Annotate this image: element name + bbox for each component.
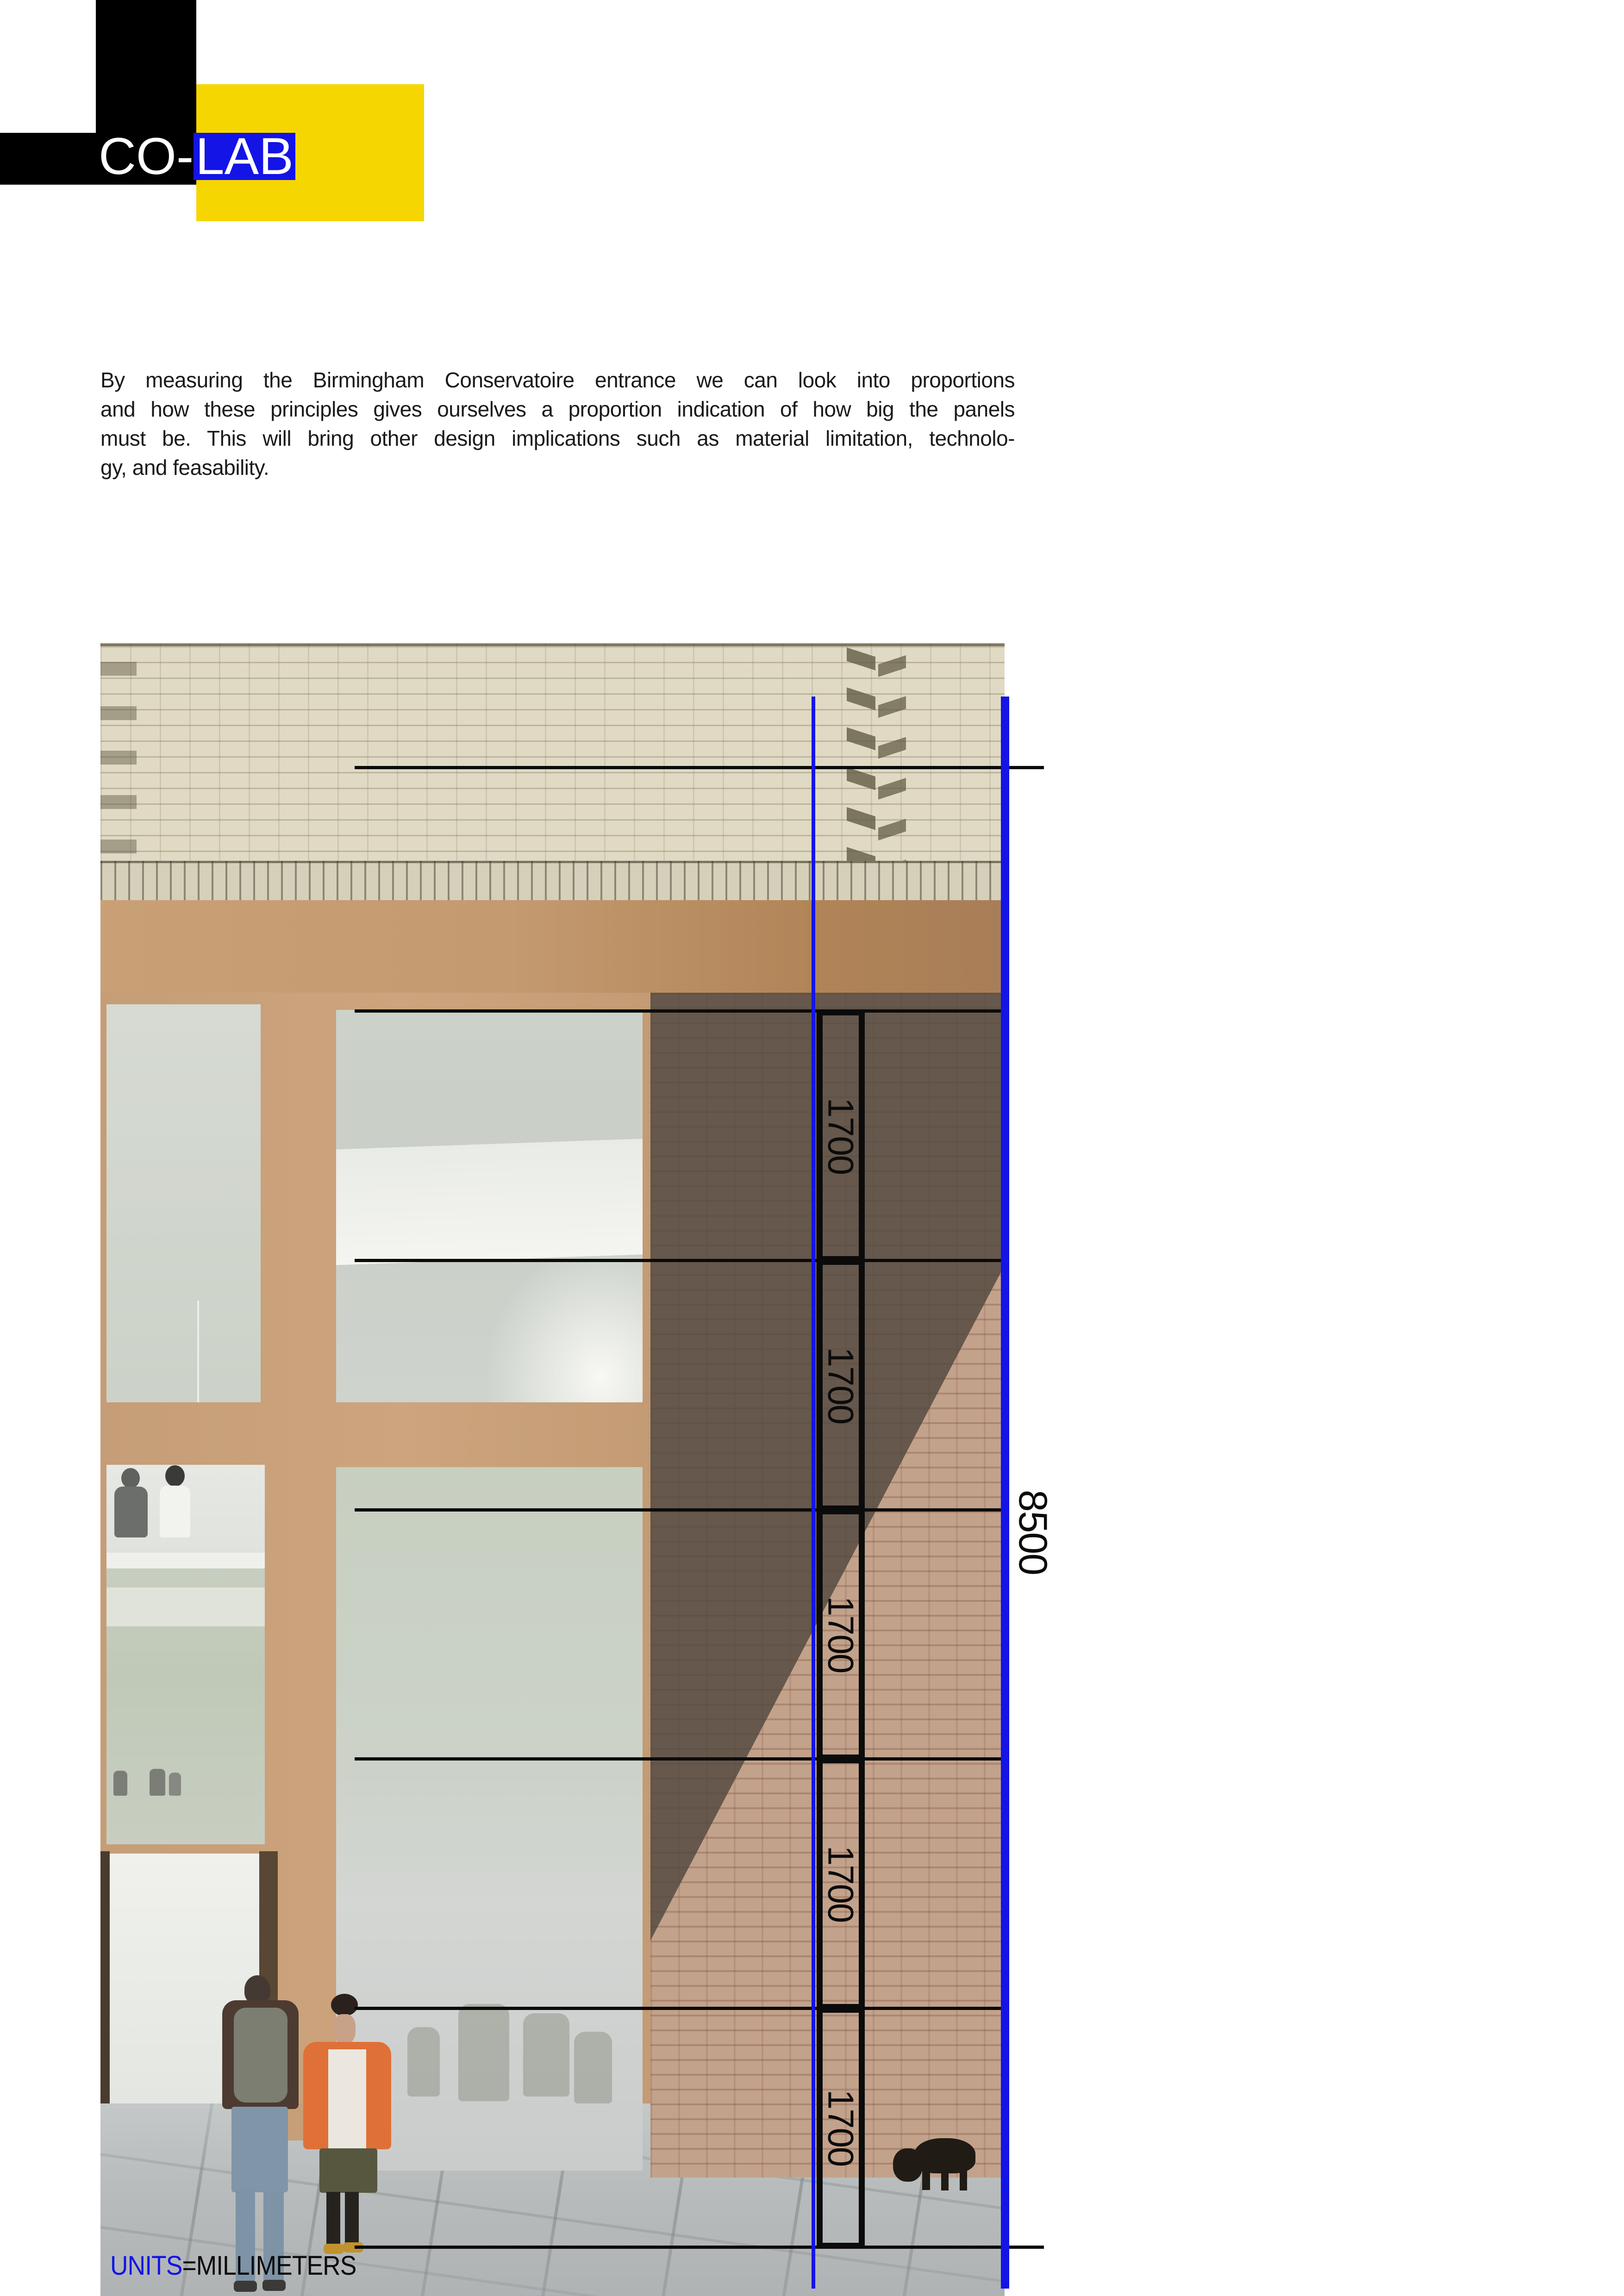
dog (960, 2170, 967, 2190)
balcony-person (160, 1486, 190, 1537)
pedestrian-woman (333, 2014, 356, 2044)
dimension-tick-line (355, 766, 1044, 769)
total-dim-label: 8500 (1011, 1489, 1056, 1574)
logo-black-bar-horizontal (0, 133, 96, 185)
glass-reflection (475, 1232, 643, 1402)
dimension-tick-line (355, 1009, 1009, 1013)
panel-dim-label: 1700 (820, 1845, 862, 1922)
panel-dim-label: 1700 (820, 1347, 862, 1424)
balcony-floor-edge (106, 1553, 265, 1568)
dimension-tick-line (355, 2246, 1044, 2249)
logo-lab: LAB (194, 133, 295, 180)
units-value: MILLIMETERS (196, 2251, 356, 2281)
seated-person-silhouette (523, 2013, 569, 2097)
dimension-tick-line (355, 1757, 1009, 1761)
panel-dimension-box (817, 2007, 865, 2249)
brick-edge-shadows (100, 662, 137, 879)
units-equals: = (182, 2251, 196, 2281)
paragraph-line: must be. This will bring other design implications such as material limitation, technolo- (100, 426, 1015, 450)
logo-text (99, 127, 295, 185)
dimension-tick-line (355, 1508, 1009, 1512)
paragraph-line: By measuring the Birmingham Conservatoire entrance we can look into proportions (100, 368, 1015, 392)
soldier-course-band (100, 861, 1005, 902)
dog (941, 2171, 949, 2190)
dimension-tick-line (355, 1259, 1009, 1262)
balcony-person (114, 1487, 148, 1537)
corbel-shadow-strip (847, 646, 875, 880)
distant-person (113, 1771, 127, 1796)
dimension-line-total (1001, 697, 1009, 2289)
panel-dim-label: 1700 (820, 1097, 862, 1174)
pedestrian-woman (345, 2192, 359, 2244)
pedestrian-woman (331, 1994, 358, 2016)
pedestrian-woman (326, 2192, 340, 2246)
backpack (234, 2008, 287, 2103)
seated-person-silhouette (458, 2004, 509, 2101)
pedestrian-man (231, 2107, 288, 2192)
logo-co: CO- (99, 127, 194, 185)
units-label: UNITS (110, 2251, 182, 2281)
pedestrian-woman (319, 2148, 377, 2193)
dimension-tick-line (355, 2007, 1009, 2010)
panel-dimension-box (817, 1259, 865, 1512)
panel-dimension-box (817, 1508, 865, 1761)
intro-paragraph (100, 366, 1015, 482)
paragraph-line: and how these principles gives ourselves a proportion indication of how big the panels (100, 397, 1015, 421)
pedestrian-woman (328, 2049, 366, 2148)
lower-floor-edge (106, 1587, 265, 1626)
pedestrian-man (244, 1975, 270, 2004)
glass-joint (197, 1300, 199, 1402)
panel-dimension-box (817, 1757, 865, 2010)
distant-person (169, 1773, 181, 1796)
total-dimension-label-wrap (1012, 1479, 1054, 1585)
balcony-person (121, 1468, 140, 1488)
paragraph-line: gy, and feasability. (100, 455, 269, 479)
panel-dim-label: 1700 (820, 1596, 862, 1673)
panel-dimension-box (817, 1009, 865, 1262)
seated-person-silhouette (407, 2027, 440, 2097)
conservatoire-photo (100, 643, 1005, 2296)
door-frame (100, 1851, 110, 2103)
balcony-person (165, 1465, 185, 1487)
glass-pane (106, 1004, 261, 1402)
glass-pane (336, 1010, 643, 1402)
pedestrian-man (262, 2280, 286, 2291)
dog (914, 2138, 975, 2173)
seated-person-silhouette (574, 2032, 612, 2103)
units-caption (110, 2250, 356, 2281)
dog (922, 2169, 930, 2190)
dimension-line-panels (812, 697, 815, 2289)
distant-person (150, 1769, 165, 1796)
panel-dim-label: 1700 (820, 2089, 862, 2166)
pedestrian-man (234, 2281, 257, 2292)
